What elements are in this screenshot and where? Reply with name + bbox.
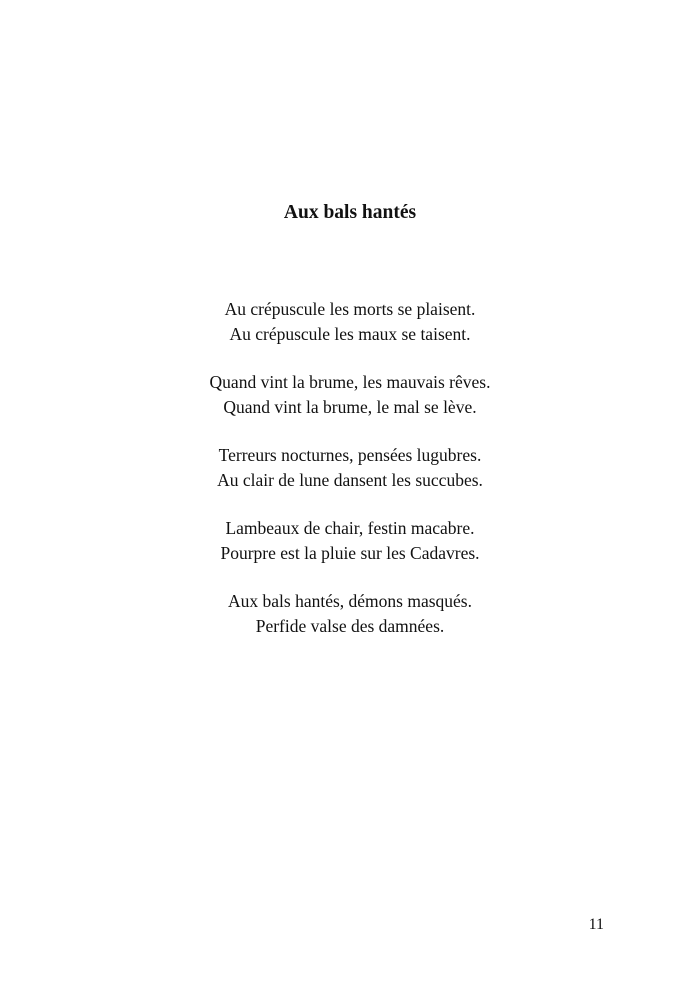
poem-body [0,297,700,662]
stanza [0,370,700,420]
stanza [0,297,700,347]
verse-line: Au clair de lune dansent les succubes. [217,470,483,490]
verse-line: Terreurs nocturnes, pensées lugubres. [218,445,482,465]
verse-line: Aux bals hantés, démons masqués. [228,591,472,611]
verse-line: Au crépuscule les morts se plaisent. [224,299,476,319]
verse-line: Lambeaux de chair, festin macabre. [225,518,475,538]
page-number: 11 [588,916,604,933]
verse-line: Au crépuscule les maux se taisent. [229,324,471,344]
verse-line: Quand vint la brume, le mal se lève. [223,397,477,417]
verse-line: Quand vint la brume, les mauvais rêves. [209,372,491,392]
stanza [0,589,700,639]
stanza [0,516,700,566]
verse-line: Pourpre est la pluie sur les Cadavres. [220,543,480,563]
stanza [0,443,700,493]
verse-line: Perfide valse des damnées. [255,616,445,636]
poem-title: Aux bals hantés [283,202,417,223]
